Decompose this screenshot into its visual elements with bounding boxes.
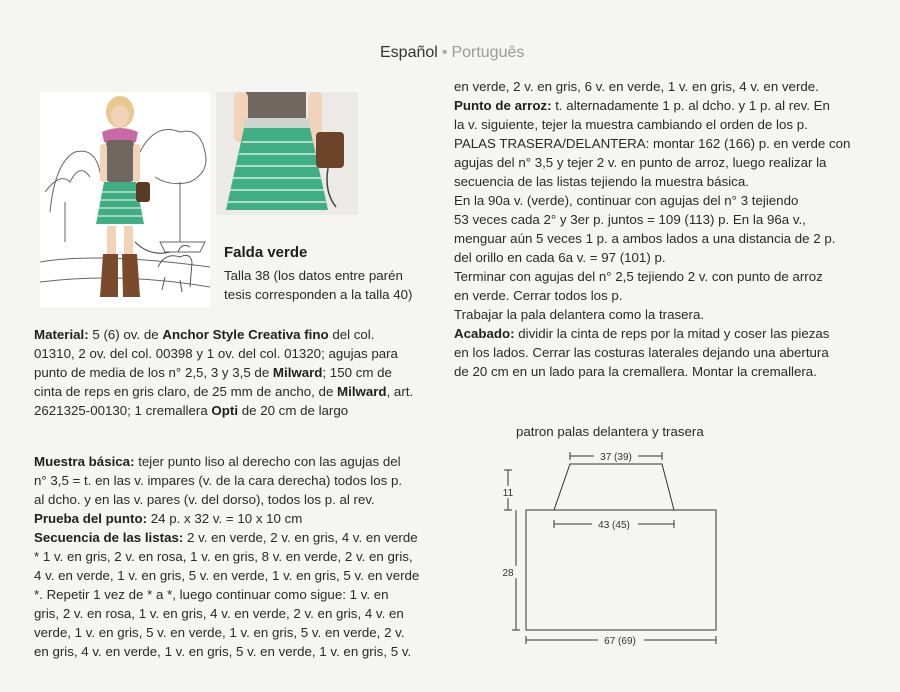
instruction-text: de 20 cm en un lado para la cremallera. Montar la cremallera. [454,364,817,379]
instruction-text: la v. siguiente, tejer la muestra cambiando el orden de los p. [454,117,808,132]
garment-size-line: Talla 38 (los datos entre parén [224,268,403,283]
instruction-text: 24 p. x 32 v. = 10 x 10 cm [147,511,303,526]
material-line: 01310, 2 ov. del col. 00398 y 1 ov. del col. 01320; agujas para [34,346,398,361]
instruction-line [454,115,850,134]
instruction-text: 2 v. en verde, 2 v. en gris, 4 v. en verde [183,530,418,545]
instruction-text: 53 veces cada 2° y 3er p. juntos = 109 (113) p. En la 96a v., [454,212,806,227]
language-spanish: Español [380,44,438,61]
model-photo [40,92,210,307]
material-line: 2621325-00130; 1 cremallera Opti de 20 cm de largo [34,403,349,418]
instruction-line [34,547,419,566]
pattern-diagram [486,446,886,652]
instruction-label: Punto de arroz: [454,98,552,113]
mid-width-label: 43 (45) [598,520,630,531]
instruction-line [34,566,419,585]
instruction-line [454,286,850,305]
instruction-line [34,585,419,604]
yoke-outline [554,464,674,510]
material-line: cinta de reps en gris claro, de 25 mm de ancho, de Milward, art. [34,384,414,399]
instruction-text: Terminar con agujas del n° 2,5 tejiendo 2 v. con punto de arroz [454,269,823,284]
instruction-text: en gris, 4 v. en verde, 1 v. en gris, 5 v. en verde, 1 v. en gris, 5 v. [34,644,412,659]
instruction-line [454,305,850,324]
instruction-text: dividir la cinta de reps por la mitad y coser las piezas [514,326,830,341]
instruction-text: secuencia de las listas tejiendo la muestra básica. [454,174,749,189]
language-header [380,44,524,62]
body-height-label: 28 [502,568,514,579]
instruction-text: * 1 v. en gris, 2 v. en rosa, 1 v. en gris, 8 v. en verde, 2 v. en gris, [34,549,413,564]
instruction-text: Trabajar la pala delantera como la trasera. [454,307,705,322]
instruction-line [454,362,850,381]
garment-title: Falda verde [224,244,308,261]
instructions-left [34,452,419,661]
language-separator: • [441,44,448,61]
top-width-label: 37 (39) [600,452,632,463]
instruction-text: n° 3,5 = t. en las v. impares (v. de la cara derecha) todos los p. [34,473,403,488]
instruction-label: Acabado: [454,326,515,341]
instruction-line [454,172,850,191]
instruction-line [34,490,419,509]
instruction-line [34,528,419,547]
instruction-text: en verde, 2 v. en gris, 6 v. en verde, 1 v. en gris, 4 v. en verde. [454,79,819,94]
instruction-line [454,134,850,153]
instruction-line [34,623,419,642]
instruction-text: En la 90a v. (verde), continuar con agujas del n° 3 tejiendo [454,193,799,208]
instruction-text: t. alternadamente 1 p. al dcho. y 1 p. al rev. En [551,98,830,113]
instruction-label: Muestra básica: [34,454,135,469]
model-with-dog-icon [40,92,210,307]
bottom-width-label: 67 (69) [604,636,636,647]
instruction-line [34,452,419,471]
instruction-text: en los lados. Cerrar las costuras laterales dejando una abertura [454,345,829,360]
instruction-label: Prueba del punto: [34,511,148,526]
instruction-text: verde, 1 v. en gris, 5 v. en verde, 1 v. en gris, 5 v. en verde, 2 v. [34,625,405,640]
instruction-line [454,324,850,343]
instruction-line [34,642,419,661]
instruction-line [454,267,850,286]
garment-size-line: tesis corresponden a la talla 40) [224,287,413,302]
instruction-line [454,210,850,229]
pattern-title: patron palas delantera y trasera [516,424,704,439]
material-section [34,325,413,420]
instruction-line [34,471,419,490]
instruction-line [454,248,850,267]
instruction-text: al dcho. y en las v. pares (v. del dorso), todos los p. al rev. [34,492,375,507]
instruction-line [454,96,850,115]
instruction-text: PALAS TRASERA/DELANTERA: montar 162 (166) p. en verde con [454,136,851,151]
instruction-line [34,604,419,623]
material-label: Material: [34,327,89,342]
material-line: Material: 5 (6) ov. de Anchor Style Creativa fino del col. [34,327,375,342]
instruction-text: del orillo en cada 6a v. = 97 (101) p. [454,250,666,265]
instruction-line [454,77,850,96]
instruction-line [454,343,850,362]
skirt-detail-photo [216,92,358,215]
instruction-label: Secuencia de las listas: [34,530,184,545]
instruction-text: en verde. Cerrar todos los p. [454,288,623,303]
garment-size [224,266,412,304]
instruction-line [454,153,850,172]
material-line: punto de media de los n° 2,5, 3 y 3,5 de Milward; 150 cm de [34,365,392,380]
instructions-right [454,77,850,381]
yoke-height-label: 11 [502,488,514,499]
instruction-text: 4 v. en verde, 1 v. en gris, 5 v. en verde, 1 v. en gris, 5 v. en verde [34,568,420,583]
instruction-text: *. Repetir 1 vez de * a *, luego continuar como sigue: 1 v. en [34,587,389,602]
instruction-text: agujas del n° 3,5 y tejer 2 v. en punto de arroz, luego realizar la [454,155,827,170]
instruction-line [454,229,850,248]
skirt-closeup-icon [216,92,358,215]
language-portuguese: Português [451,44,525,61]
instruction-text: menguar aún 5 veces 1 p. a ambos lados a una distancia de 2 p. [454,231,836,246]
instruction-line [454,191,850,210]
instruction-text: tejer punto liso al derecho con las agujas del [134,454,401,469]
instruction-line [34,509,419,528]
instruction-text: gris, 2 v. en rosa, 1 v. en gris, 4 v. en verde, 2 v. en gris, 4 v. en [34,606,404,621]
